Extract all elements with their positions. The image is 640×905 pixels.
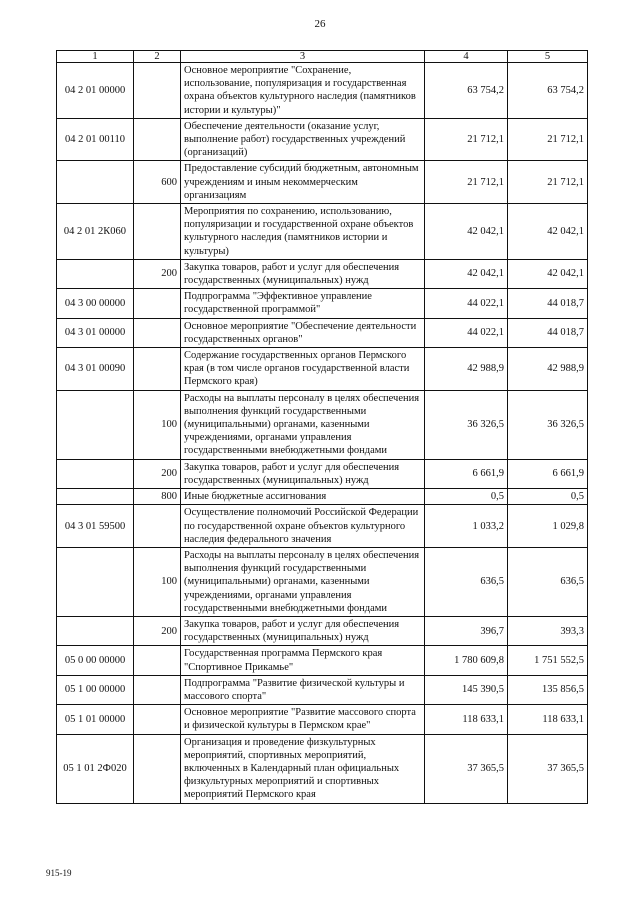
amount-year-1: 63 754,2 xyxy=(425,63,508,119)
amount-year-2: 63 754,2 xyxy=(508,63,588,119)
item-name: Обеспечение деятельности (оказание услуг, выполнение работ) государственных учреждений (организаций) xyxy=(181,118,425,161)
target-article-code: 04 3 01 00000 xyxy=(57,318,134,347)
item-name: Содержание государственных органов Пермского края (в том числе органов государственной власти Пермского края) xyxy=(181,348,425,391)
item-name: Организация и проведение физкультурных мероприятий, спортивных мероприятий, включенных в Календарный план официальных физкультурных мероприятий и спортивных мероприятий Пермского края xyxy=(181,734,425,803)
table-row xyxy=(57,161,588,204)
target-article-code: 04 2 01 2К060 xyxy=(57,204,134,260)
table-row xyxy=(57,459,588,488)
expense-type-code xyxy=(134,318,181,347)
table-row xyxy=(57,505,588,548)
target-article-code: 05 0 00 00000 xyxy=(57,646,134,675)
item-name: Основное мероприятие "Сохранение, использование, популяризация и государственная охрана объектов культурного наследия (памятников истории и культуры)" xyxy=(181,63,425,119)
amount-year-2: 1 029,8 xyxy=(508,505,588,548)
amount-year-2: 36 326,5 xyxy=(508,390,588,459)
expense-type-code: 200 xyxy=(134,259,181,288)
target-article-code: 04 3 01 59500 xyxy=(57,505,134,548)
target-article-code: 04 3 00 00000 xyxy=(57,289,134,318)
item-name: Государственная программа Пермского края "Спортивное Прикамье" xyxy=(181,646,425,675)
table-row xyxy=(57,489,588,505)
table-row xyxy=(57,390,588,459)
item-name: Закупка товаров, работ и услуг для обеспечения государственных (муниципальных) нужд xyxy=(181,616,425,645)
amount-year-2: 42 042,1 xyxy=(508,204,588,260)
amount-year-1: 396,7 xyxy=(425,616,508,645)
target-article-code xyxy=(57,161,134,204)
amount-year-1: 21 712,1 xyxy=(425,161,508,204)
amount-year-1: 42 042,1 xyxy=(425,259,508,288)
expense-type-code xyxy=(134,63,181,119)
item-name: Осуществление полномочий Российской Федерации по государственной охране объектов культурного наследия федерального значения xyxy=(181,505,425,548)
amount-year-2: 44 018,7 xyxy=(508,289,588,318)
expense-type-code xyxy=(134,646,181,675)
table-row xyxy=(57,547,588,616)
target-article-code xyxy=(57,489,134,505)
table-row xyxy=(57,63,588,119)
target-article-code: 04 3 01 00090 xyxy=(57,348,134,391)
expense-type-code: 100 xyxy=(134,390,181,459)
amount-year-2: 0,5 xyxy=(508,489,588,505)
amount-year-2: 44 018,7 xyxy=(508,318,588,347)
expense-type-code: 200 xyxy=(134,616,181,645)
target-article-code xyxy=(57,259,134,288)
page-number: 26 xyxy=(314,18,326,30)
item-name: Основное мероприятие "Обеспечение деятельности государственных органов" xyxy=(181,318,425,347)
target-article-code: 04 2 01 00110 xyxy=(57,118,134,161)
item-name: Подпрограмма "Развитие физической культуры и массового спорта" xyxy=(181,675,425,704)
amount-year-1: 1 033,2 xyxy=(425,505,508,548)
amount-year-1: 118 633,1 xyxy=(425,705,508,734)
table-row xyxy=(57,675,588,704)
amount-year-1: 636,5 xyxy=(425,547,508,616)
expense-type-code xyxy=(134,289,181,318)
target-article-code xyxy=(57,459,134,488)
target-article-code: 04 2 01 00000 xyxy=(57,63,134,119)
item-name: Основное мероприятие "Развитие массового спорта и физической культуры в Пермском крае" xyxy=(181,705,425,734)
item-name: Закупка товаров, работ и услуг для обеспечения государственных (муниципальных) нужд xyxy=(181,259,425,288)
budget-table xyxy=(56,50,588,804)
amount-year-2: 135 856,5 xyxy=(508,675,588,704)
amount-year-1: 44 022,1 xyxy=(425,318,508,347)
amount-year-1: 6 661,9 xyxy=(425,459,508,488)
amount-year-1: 42 988,9 xyxy=(425,348,508,391)
item-name: Закупка товаров, работ и услуг для обеспечения государственных (муниципальных) нужд xyxy=(181,459,425,488)
amount-year-2: 636,5 xyxy=(508,547,588,616)
amount-year-1: 44 022,1 xyxy=(425,289,508,318)
item-name: Подпрограмма "Эффективное управление государственной программой" xyxy=(181,289,425,318)
column-header: 5 xyxy=(508,51,588,63)
table-row xyxy=(57,705,588,734)
amount-year-2: 21 712,1 xyxy=(508,161,588,204)
amount-year-1: 0,5 xyxy=(425,489,508,505)
expense-type-code: 200 xyxy=(134,459,181,488)
expense-type-code: 100 xyxy=(134,547,181,616)
amount-year-2: 21 712,1 xyxy=(508,118,588,161)
table-row xyxy=(57,259,588,288)
target-article-code: 05 1 01 2Ф020 xyxy=(57,734,134,803)
expense-type-code xyxy=(134,734,181,803)
expense-type-code xyxy=(134,675,181,704)
table-header-row xyxy=(57,51,588,63)
table-row xyxy=(57,318,588,347)
expense-type-code xyxy=(134,348,181,391)
expense-type-code: 800 xyxy=(134,489,181,505)
document-code: 915-19 xyxy=(46,868,72,878)
item-name: Иные бюджетные ассигнования xyxy=(181,489,425,505)
table-row xyxy=(57,204,588,260)
column-header: 4 xyxy=(425,51,508,63)
item-name: Предоставление субсидий бюджетным, автономным учреждениям и иным некоммерческим организациям xyxy=(181,161,425,204)
amount-year-1: 37 365,5 xyxy=(425,734,508,803)
table-row xyxy=(57,616,588,645)
amount-year-2: 42 042,1 xyxy=(508,259,588,288)
column-header: 3 xyxy=(181,51,425,63)
expense-type-code xyxy=(134,705,181,734)
table-row xyxy=(57,118,588,161)
amount-year-1: 36 326,5 xyxy=(425,390,508,459)
table-row xyxy=(57,734,588,803)
amount-year-2: 1 751 552,5 xyxy=(508,646,588,675)
column-header: 2 xyxy=(134,51,181,63)
amount-year-2: 6 661,9 xyxy=(508,459,588,488)
target-article-code xyxy=(57,390,134,459)
item-name: Расходы на выплаты персоналу в целях обеспечения выполнения функций государственными (муниципальными) органами, казенными учреждениями, органами управления государственными внебюджетными фондами xyxy=(181,390,425,459)
amount-year-1: 1 780 609,8 xyxy=(425,646,508,675)
target-article-code: 05 1 00 00000 xyxy=(57,675,134,704)
expense-type-code xyxy=(134,204,181,260)
expense-type-code: 600 xyxy=(134,161,181,204)
column-header: 1 xyxy=(57,51,134,63)
table-row xyxy=(57,646,588,675)
expense-type-code xyxy=(134,118,181,161)
target-article-code xyxy=(57,616,134,645)
amount-year-2: 393,3 xyxy=(508,616,588,645)
item-name: Расходы на выплаты персоналу в целях обеспечения выполнения функций государственными (муниципальными) органами, казенными учреждениями, органами управления государственными внебюджетными фондами xyxy=(181,547,425,616)
target-article-code xyxy=(57,547,134,616)
table-row xyxy=(57,289,588,318)
amount-year-1: 145 390,5 xyxy=(425,675,508,704)
expense-type-code xyxy=(134,505,181,548)
amount-year-1: 21 712,1 xyxy=(425,118,508,161)
amount-year-2: 118 633,1 xyxy=(508,705,588,734)
amount-year-2: 37 365,5 xyxy=(508,734,588,803)
amount-year-1: 42 042,1 xyxy=(425,204,508,260)
table-row xyxy=(57,348,588,391)
target-article-code: 05 1 01 00000 xyxy=(57,705,134,734)
item-name: Мероприятия по сохранению, использованию, популяризации и государственной охране объектов культурного наследия (памятников истории и культуры) xyxy=(181,204,425,260)
amount-year-2: 42 988,9 xyxy=(508,348,588,391)
